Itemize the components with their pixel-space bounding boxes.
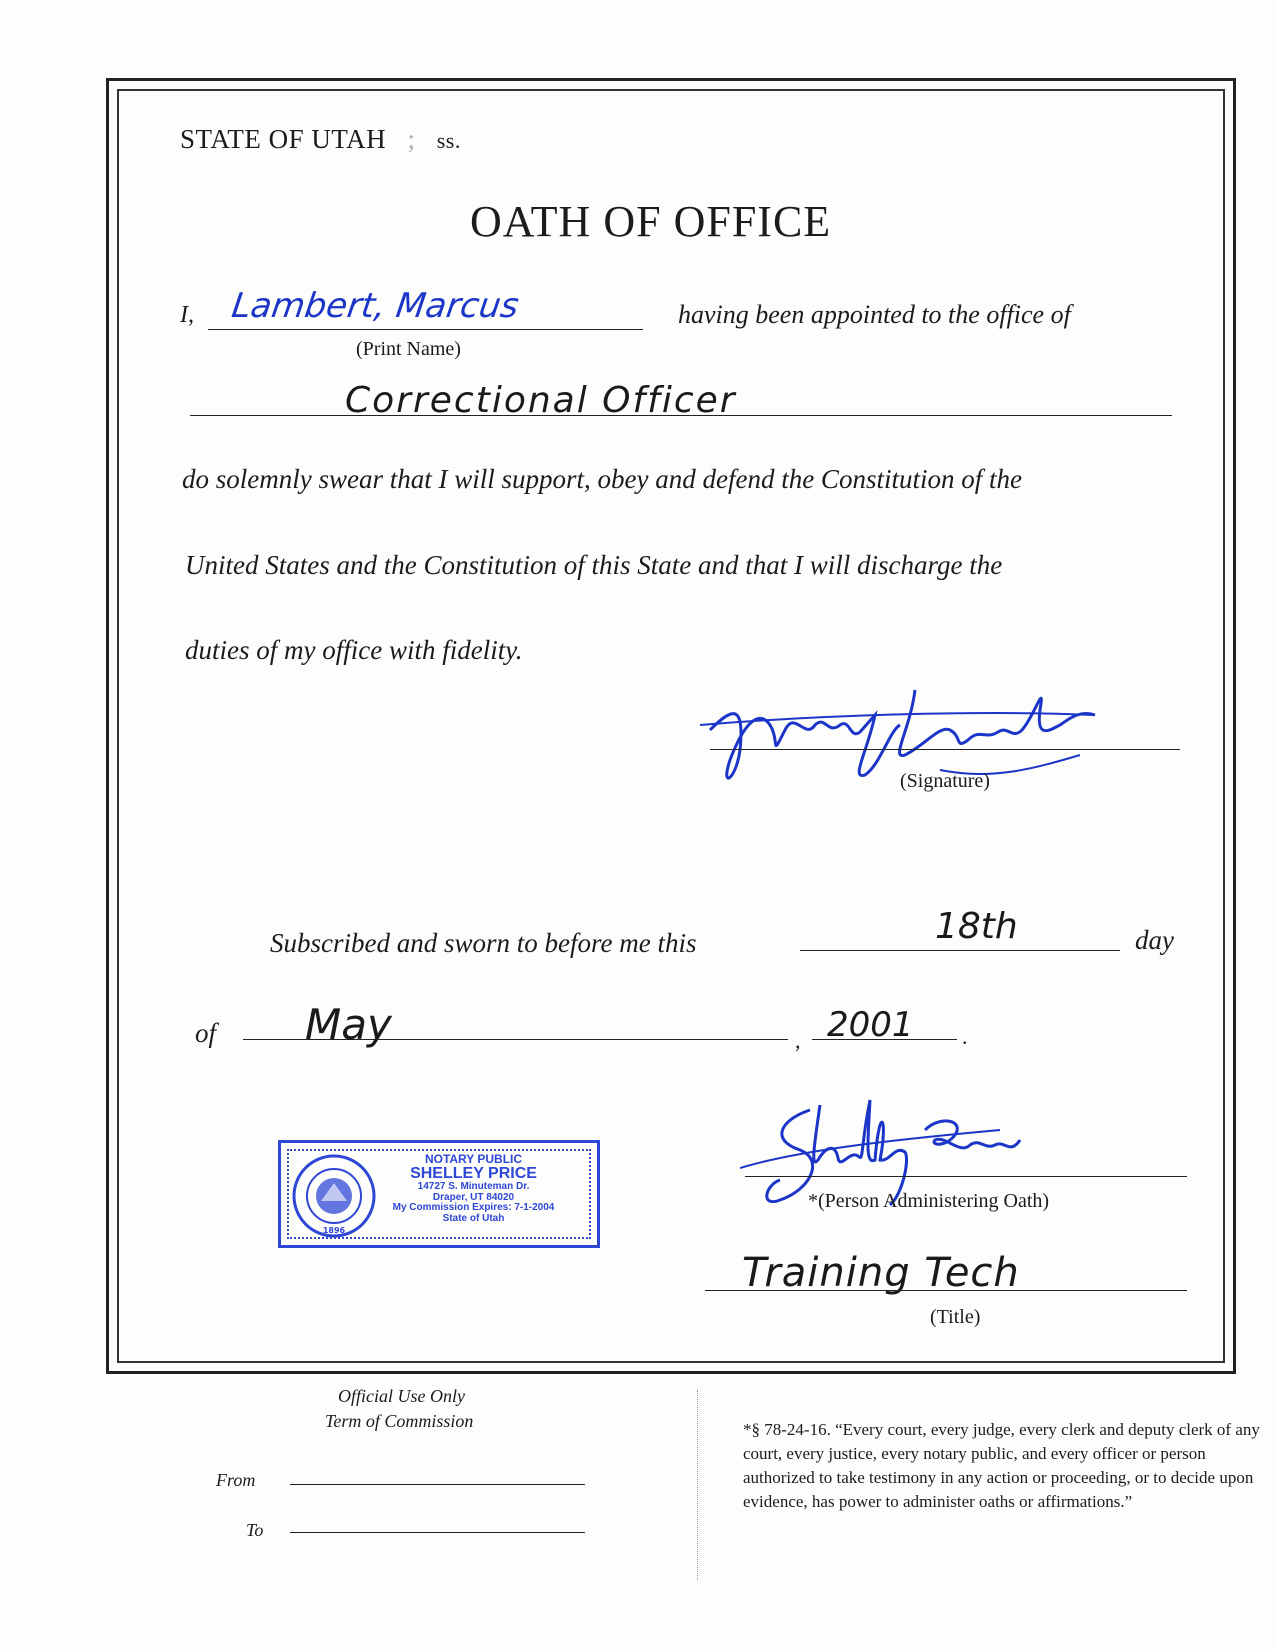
oath-line-2: United States and the Constitution of this State and that I will discharge the bbox=[185, 550, 1003, 580]
from-label: From bbox=[216, 1470, 256, 1490]
oath-line-1: do solemnly swear that I will support, obey and defend the Constitution of the bbox=[182, 464, 1022, 494]
state-name: STATE OF UTAH bbox=[180, 124, 387, 154]
to-label: To bbox=[246, 1520, 264, 1540]
comma: , bbox=[795, 1028, 801, 1053]
title-label: (Title) bbox=[930, 1306, 981, 1328]
stamp-text-block bbox=[376, 1153, 571, 1224]
state-heading: STATE OF UTAH ; ss. bbox=[180, 124, 461, 154]
oath-line-3: duties of my office with fidelity. bbox=[185, 635, 523, 665]
handwritten-name: Lambert, Marcus bbox=[229, 286, 522, 326]
handwritten-year: 2001 bbox=[827, 1005, 914, 1045]
handwritten-month: May bbox=[305, 1000, 392, 1049]
ss-label: ss. bbox=[436, 128, 461, 153]
notary-stamp bbox=[278, 1140, 600, 1248]
document-title: OATH OF OFFICE bbox=[470, 197, 832, 246]
office-underline bbox=[190, 415, 1172, 416]
of-label: of bbox=[195, 1018, 217, 1048]
period: . bbox=[962, 1024, 968, 1049]
handwritten-office: Correctional Officer bbox=[345, 380, 737, 421]
official-use-heading: Official Use Only bbox=[338, 1386, 465, 1406]
state-seal-icon bbox=[291, 1153, 377, 1239]
seal-year: 1896 bbox=[322, 1226, 346, 1235]
stamp-line-address: 14727 S. Minuteman Dr. bbox=[417, 1181, 530, 1193]
stamp-line-state: State of Utah bbox=[442, 1212, 505, 1224]
signature-label: (Signature) bbox=[900, 770, 990, 792]
stamp-line-city: Draper, UT 84020 bbox=[432, 1191, 515, 1203]
stamp-line-name: SHELLEY PRICE bbox=[410, 1164, 537, 1182]
stamp-line-expires: My Commission Expires: 7-1-2004 bbox=[392, 1202, 555, 1214]
statute-footnote: *§ 78-24-16. “Every court, every judge, every clerk and deputy clerk of any court, every justice, every notary public, and every officer or person authorized to take testimony in any action or proceeding, or to decide upon evidence, has power to administer oaths or affirmations.” bbox=[743, 1420, 1260, 1511]
to-underline bbox=[290, 1532, 585, 1533]
handwritten-title: Training Tech bbox=[742, 1250, 1020, 1296]
day-label: day bbox=[1135, 925, 1174, 955]
from-underline bbox=[290, 1484, 585, 1485]
handwritten-day: 18th bbox=[935, 906, 1018, 947]
administrator-label: *(Person Administering Oath) bbox=[808, 1190, 1050, 1212]
title-underline bbox=[705, 1290, 1187, 1291]
stamp-line-notary: NOTARY PUBLIC bbox=[424, 1152, 523, 1166]
signature-underline bbox=[710, 749, 1180, 750]
term-of-commission-heading: Term of Commission bbox=[325, 1411, 474, 1431]
appointed-text: having been appointed to the office of bbox=[678, 300, 1071, 329]
subscribed-text: Subscribed and sworn to before me this bbox=[270, 928, 697, 958]
i-prefix: I, bbox=[180, 302, 194, 328]
name-underline bbox=[208, 329, 643, 330]
administrator-underline bbox=[745, 1176, 1187, 1177]
print-name-label: (Print Name) bbox=[356, 338, 461, 360]
footer-divider bbox=[697, 1390, 698, 1580]
day-underline bbox=[800, 950, 1120, 951]
